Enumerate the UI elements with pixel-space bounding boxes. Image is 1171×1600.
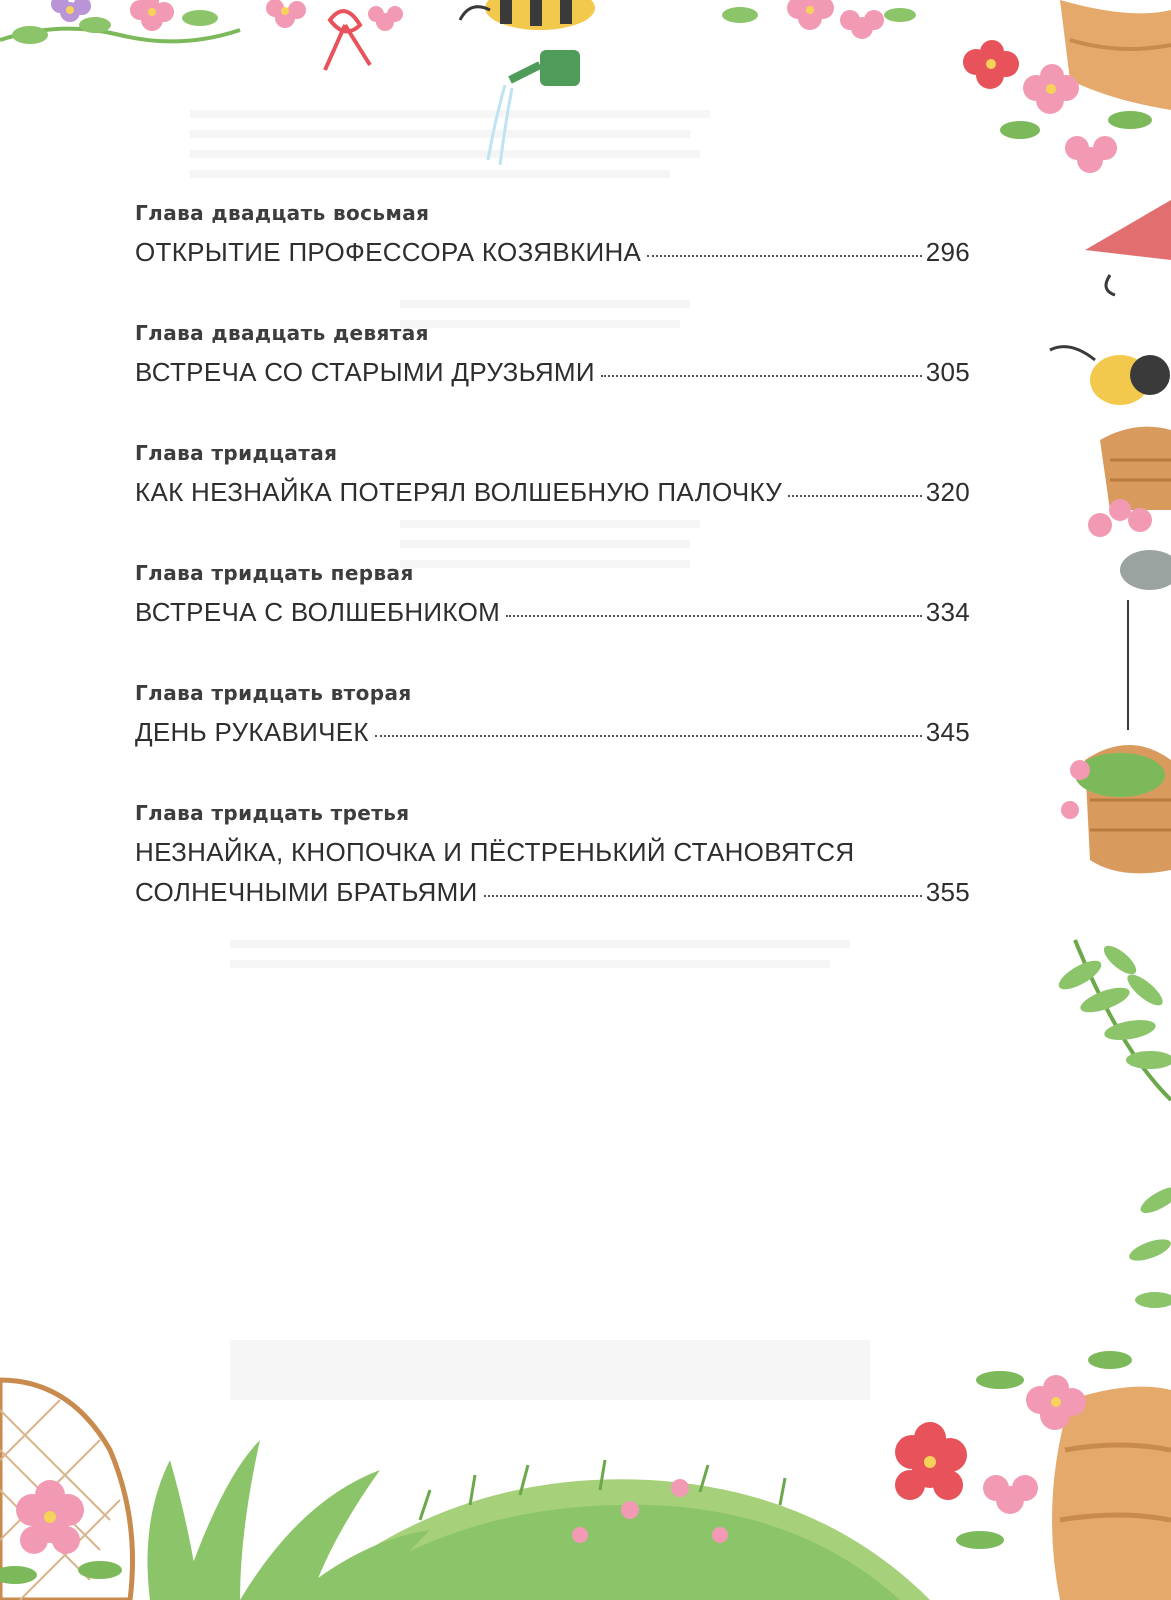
page-number: 305	[925, 357, 970, 387]
chapter-title: ВСТРЕЧА С ВОЛШЕБНИКОМ	[135, 597, 501, 627]
chapter-title: СОЛНЕЧНЫМИ БРАТЬЯМИ	[135, 877, 478, 907]
chapter-heading: Глава тридцатая	[135, 441, 338, 465]
page-number: 320	[925, 477, 970, 507]
chapter-heading: Глава двадцать восьмая	[135, 201, 430, 225]
toc-entry[interactable]	[135, 320, 970, 389]
chapter-heading: Глава тридцать вторая	[135, 681, 412, 705]
dot-leader	[601, 375, 922, 377]
page-number: 334	[925, 597, 970, 627]
chapter-title: ДЕНЬ РУКАВИЧЕК	[135, 717, 369, 747]
chapter-title-row	[135, 235, 970, 269]
chapter-title-row	[135, 595, 970, 629]
chapter-heading: Глава двадцать девятая	[135, 321, 429, 345]
toc-entry[interactable]	[135, 440, 970, 509]
chapter-title: ОТКРЫТИЕ ПРОФЕССОРА КОЗЯВКИНА	[135, 237, 642, 267]
dot-leader	[506, 615, 922, 617]
chapter-heading: Глава тридцать первая	[135, 561, 414, 585]
dot-leader	[788, 495, 922, 497]
page-number: 296	[925, 237, 970, 267]
chapter-title-row	[135, 715, 970, 749]
page-number: 355	[925, 877, 970, 907]
toc-entry[interactable]	[135, 560, 970, 629]
dot-leader	[647, 255, 922, 257]
chapter-title-line-1: НЕЗНАЙКА, КНОПОЧКА И ПЁСТРЕНЬКИЙ СТАНОВЯТСЯ	[135, 837, 855, 867]
toc-entry[interactable]	[135, 200, 970, 269]
chapter-title-row	[135, 355, 970, 389]
chapter-title: ВСТРЕЧА СО СТАРЫМИ ДРУЗЬЯМИ	[135, 357, 595, 387]
chapter-heading: Глава тридцать третья	[135, 801, 410, 825]
chapter-title-row	[135, 475, 970, 509]
dot-leader	[484, 895, 922, 897]
toc-entry[interactable]	[135, 680, 970, 749]
chapter-title-row	[135, 875, 970, 909]
dot-leader	[375, 735, 922, 737]
chapter-title: КАК НЕЗНАЙКА ПОТЕРЯЛ ВОЛШЕБНУЮ ПАЛОЧКУ	[135, 477, 783, 507]
toc-entry[interactable]	[135, 800, 970, 909]
page-number: 345	[925, 717, 970, 747]
